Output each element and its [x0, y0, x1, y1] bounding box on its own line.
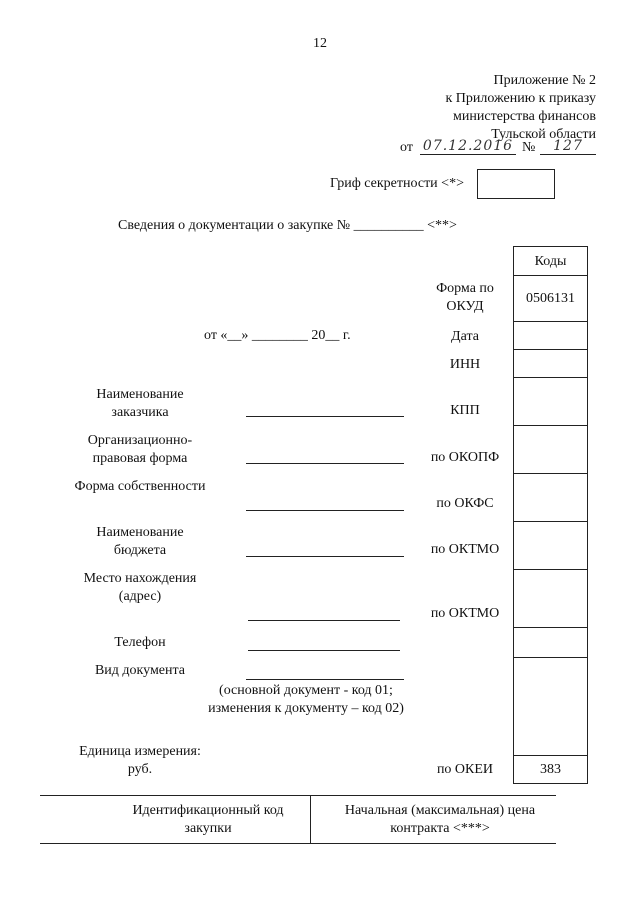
label-okud: Форма по ОКУД: [436, 281, 494, 314]
date-line: от «__» ________ 20__ г.: [204, 328, 351, 343]
phone-line[interactable]: [248, 650, 400, 651]
label-kpp: КПП: [450, 403, 480, 418]
title-number-blank[interactable]: __________: [353, 218, 424, 233]
annex-line-1: Приложение № 2: [493, 73, 596, 88]
label-unit: Единица измерения: руб.: [79, 744, 201, 777]
budget-line[interactable]: [246, 556, 404, 557]
codes-header: Коды: [513, 246, 588, 276]
bottom-table-col2: Начальная (максимальная) цена контракта <***>: [344, 803, 536, 836]
label-date: Дата: [451, 329, 479, 344]
annex-from-label: от: [400, 140, 413, 155]
label-oktmo-1: по ОКТМО: [430, 542, 500, 557]
ownership-line[interactable]: [246, 510, 404, 511]
annex-number-handwritten: 127: [540, 138, 596, 155]
label-legal-form: Организационно-правовая форма: [87, 433, 193, 466]
bottom-table-top-border: [40, 795, 556, 796]
label-location: Место нахождения (адрес): [83, 571, 197, 604]
annex-line-2: к Приложению к приказу: [445, 91, 596, 106]
document-title: [118, 218, 518, 234]
code-inn[interactable]: [513, 350, 588, 378]
annex-order-line: [400, 140, 600, 160]
label-okopf: по ОКОПФ: [430, 450, 500, 465]
annex-date-handwritten: 07.12.2016: [420, 138, 516, 155]
title-note: <**>: [427, 218, 457, 233]
code-date[interactable]: [513, 322, 588, 350]
bottom-table-col1: Идентификационный код закупки: [132, 803, 284, 836]
customer-line[interactable]: [246, 416, 404, 417]
label-budget: Наименование бюджета: [96, 525, 184, 558]
code-okopf[interactable]: [513, 426, 588, 474]
doc-type-line[interactable]: [246, 679, 404, 680]
annex-number-label: №: [522, 140, 536, 155]
code-kpp[interactable]: [513, 378, 588, 426]
label-customer: Наименование заказчика: [96, 387, 184, 420]
legal-form-line[interactable]: [246, 463, 404, 464]
code-okud[interactable]: 0506131: [513, 276, 588, 322]
code-okfs[interactable]: [513, 474, 588, 522]
code-doc-type[interactable]: [513, 658, 588, 756]
secrecy-label: Гриф секретности <*>: [330, 176, 464, 191]
doc-type-note: (основной документ - код 01; изменения к документу – код 02): [208, 683, 404, 716]
code-oktmo-1[interactable]: [513, 522, 588, 570]
page-number: 12: [313, 36, 327, 51]
label-doc-type: Вид документа: [94, 663, 186, 678]
label-okfs: по ОКФС: [436, 496, 494, 511]
label-phone: Телефон: [114, 635, 166, 650]
location-line[interactable]: [248, 620, 400, 621]
bottom-table-divider: [310, 795, 311, 843]
annex-line-4: Тульской области: [491, 127, 596, 142]
annex-line-3: министерства финансов: [453, 109, 596, 124]
code-phone[interactable]: [513, 628, 588, 658]
label-oktmo-2: по ОКТМО: [430, 606, 500, 621]
title-text: Сведения о документации о закупке №: [118, 218, 351, 233]
label-ownership: Форма собственности: [74, 479, 206, 494]
bottom-table-bottom-border: [40, 843, 556, 844]
label-inn: ИНН: [449, 357, 481, 372]
label-okei: по ОКЕИ: [436, 762, 494, 777]
code-okei[interactable]: 383: [513, 756, 588, 784]
code-oktmo-2[interactable]: [513, 570, 588, 628]
secrecy-box[interactable]: [477, 169, 555, 199]
annex-header: [340, 72, 596, 144]
